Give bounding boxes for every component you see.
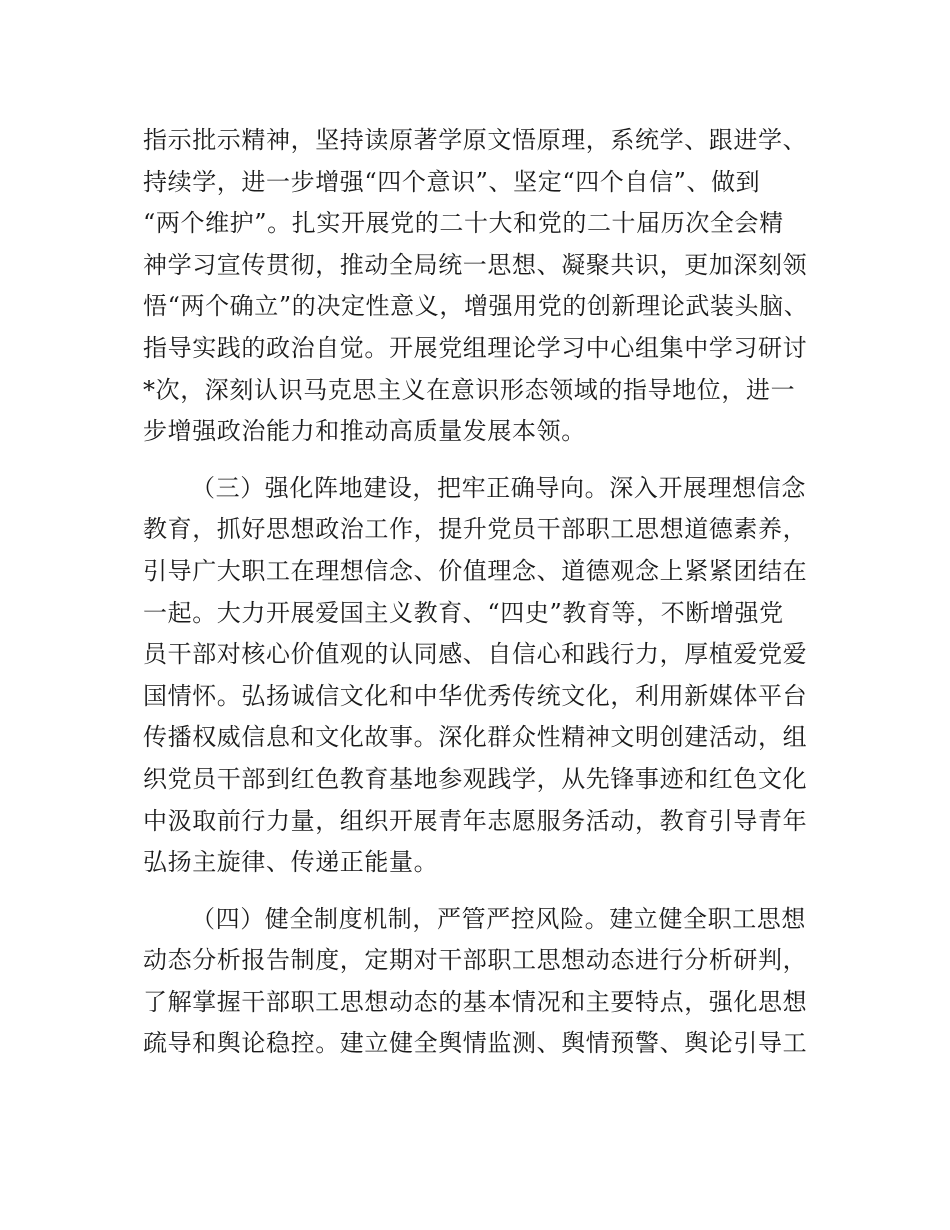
text-line: 织党员干部到红色教育基地参观践学，从先锋事迹和红色文化 bbox=[143, 764, 808, 793]
text-line: 传播权威信息和文化故事。深化群众性精神文明创建活动，组 bbox=[143, 723, 808, 752]
text-line: “两个维护”。扎实开展党的二十大和党的二十届历次全会精 bbox=[143, 209, 784, 238]
text-line: 动态分析报告制度，定期对干部职工思想动态进行分析研判， bbox=[143, 946, 808, 975]
paragraph-2 bbox=[143, 468, 833, 884]
text-line: 弘扬主旋律、传递正能量。 bbox=[143, 848, 439, 877]
text-line: 指示批示精神，坚持读原著学原文悟原理，系统学、跟进学、 bbox=[143, 126, 808, 154]
document-body bbox=[143, 120, 833, 1065]
paragraph-3 bbox=[143, 899, 833, 1065]
text-line: 神学习宣传贯彻，推动全局统一思想、凝聚共识，更加深刻领 bbox=[143, 250, 808, 279]
text-line: 国情怀。弘扬诚信文化和中华优秀传统文化，利用新媒体平台 bbox=[143, 681, 808, 710]
text-line-indented: （四）健全制度机制，严管严控风险。建立健全职工思想 bbox=[191, 904, 806, 933]
text-line: *次，深刻认识马克思主义在意识形态领域的指导地位，进一 bbox=[143, 375, 796, 404]
text-line: 引导广大职工在理想信念、价值理念、道德观念上紧紧团结在 bbox=[143, 556, 808, 585]
paragraph-spacer bbox=[143, 884, 833, 899]
text-line: 教育，抓好思想政治工作，提升党员干部职工思想道德素养， bbox=[143, 515, 808, 544]
text-line: 疏导和舆论稳控。建立健全舆情监测、舆情预警、舆论引导工 bbox=[143, 1029, 808, 1058]
text-line: 员干部对核心价值观的认同感、自信心和践行力，厚植爱党爱 bbox=[143, 640, 808, 669]
text-line: 中汲取前行力量，组织开展青年志愿服务活动，教育引导青年 bbox=[143, 806, 808, 835]
text-line-indented: （三）强化阵地建设，把牢正确导向。深入开展理想信念 bbox=[191, 473, 806, 502]
paragraph-spacer bbox=[143, 453, 833, 468]
text-line: 悟“两个确立”的决定性意义，增强用党的创新理论武装头脑、 bbox=[143, 292, 809, 321]
text-line: 一起。大力开展爱国主义教育、“四史”教育等，不断增强党 bbox=[143, 598, 784, 627]
paragraph-1 bbox=[143, 120, 833, 453]
text-line: 持续学，进一步增强“四个意识”、坚定“四个自信”、做到 bbox=[143, 167, 761, 196]
text-line: 指导实践的政治自觉。开展党组理论学习中心组集中学习研讨 bbox=[143, 333, 808, 362]
text-line: 了解掌握干部职工思想动态的基本情况和主要特点，强化思想 bbox=[143, 987, 808, 1016]
text-line: 步增强政治能力和推动高质量发展本领。 bbox=[143, 417, 586, 446]
